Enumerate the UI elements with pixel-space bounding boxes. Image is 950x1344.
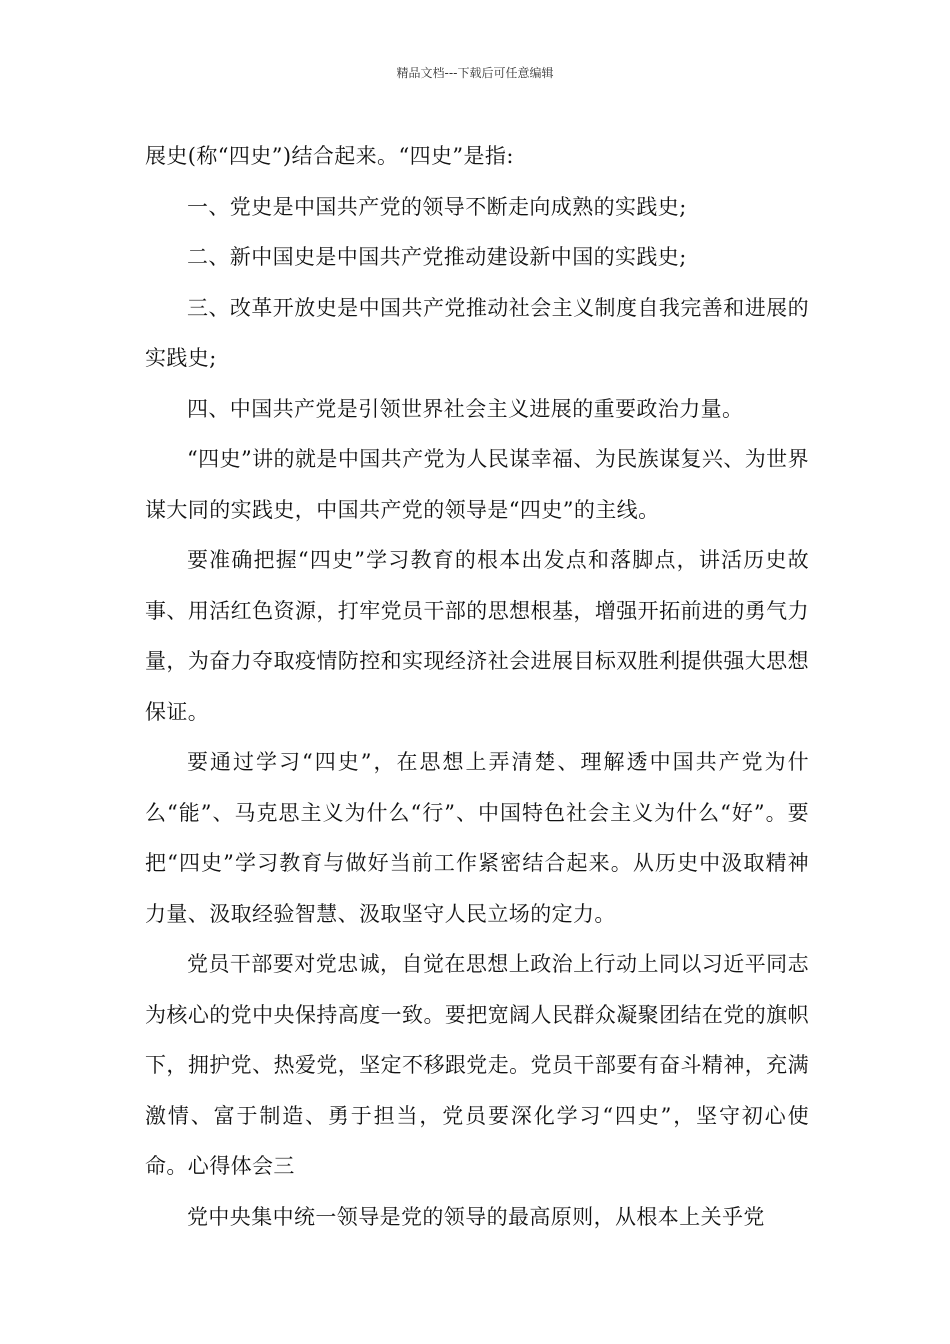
paragraph-6: “四史”讲的就是中国共产党为人民谋幸福、为民族谋复兴、为世界谋大同的实践史，中国共产党的领导是“四史”的主线。 [145,447,809,522]
page-header: 精品文档---下载后可任意编辑 [396,66,554,80]
paragraph-4: 三、改革开放史是中国共产党推动社会主义制度自我完善和进展的实践史; [145,295,809,370]
paragraph-10: 党中央集中统一领导是党的领导的最高原则，从根本上关乎党 [187,1204,765,1229]
paragraph-9: 党员干部要对党忠诚，自觉在思想上政治上行动上同以习近平同志为核心的党中央保持高度一致。要把宽阔人民群众凝聚团结在党的旗帜下，拥护党、热爱党，坚定不移跟党走。党员干部要有奋斗精神，充满激情、富于制造、勇于担当，党员要深化学习“四史”，坚守初心使命。心得体会三 [145,952,809,1178]
paragraph-5: 四、中国共产党是引领世界社会主义进展的重要政治力量。 [187,396,744,421]
paragraph-3: 二、新中国史是中国共产党推动建设新中国的实践史; [187,245,687,269]
paragraph-7: 要准确把握“四史”学习教育的根本出发点和落脚点，讲活历史故事、用活红色资源，打牢党员干部的思想根基，增强开拓前进的勇气力量，为奋力夺取疫情防控和实现经济社会进展目标双胜利提供强大思想保证。 [145,548,809,724]
paragraph-8: 要通过学习“四史”，在思想上弄清楚、理解透中国共产党为什么“能”、马克思主义为什么“行”、中国特色社会主义为什么“好”。要把“四史”学习教育与做好当前工作紧密结合起来。从历史中汲取精神力量、汲取经验智慧、汲取坚守人民立场的定力。 [145,750,809,926]
paragraph-2: 一、党史是中国共产党的领导不断走向成熟的实践史; [187,194,687,219]
paragraph-1: 展史(称“四史”)结合起来。“四史”是指: [145,144,514,168]
document-body [145,131,809,1242]
